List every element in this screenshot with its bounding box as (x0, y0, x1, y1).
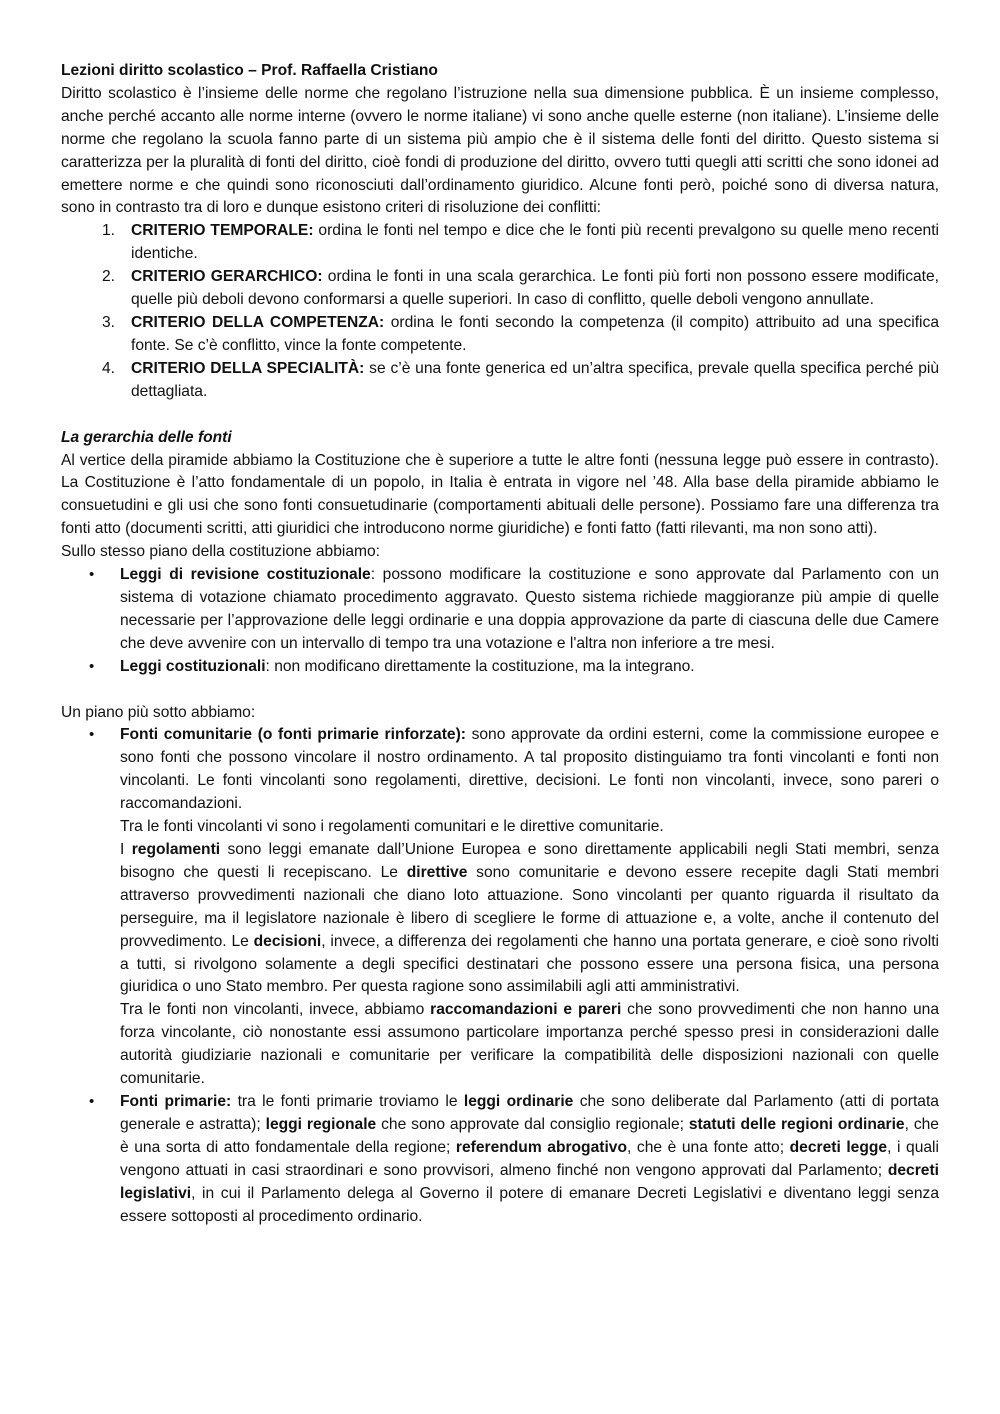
term-direttive: direttive (406, 863, 468, 881)
bullet-icon: • (89, 1092, 95, 1110)
term-leggi-ordinarie: leggi ordinarie (463, 1092, 574, 1110)
bullet-icon: • (89, 726, 95, 744)
vincolanti-paragraph: Tra le fonti vincolanti vi sono i regolamenti comunitari e le direttive comunitarie. (120, 818, 664, 836)
item-text: sono approvate da ordini esterni, come la commissione europee e sono fonti che possono vincolare il nostro ordinamento. A tal proposito distinguiamo tra fonti vincolanti e fonti non vincolanti. Le fonti vincolanti sono regolamenti, direttive, decisioni. Le fonti non vincolanti, invece, sono pareri o raccomandazioni. (120, 726, 939, 813)
text-run: , in cui il Parlamento delega al Governo il potere di emanare Decreti Legislativi e diventano leggi senza essere sottoposti al procedimento ordinario. (120, 1184, 939, 1225)
list-item-primarie (89, 1091, 939, 1228)
term-decreti-legge: decreti legge (789, 1138, 888, 1156)
criterion-text: se c’è una fonte generica ed un’altra specifica, prevale quella specifica perché più dettagliata. (131, 359, 940, 400)
intro-paragraph: Diritto scolastico è l’insieme delle norme che regolano l’istruzione nella sua dimensione pubblica. È un insieme complesso, anche perché accanto alle norme interne (ovvero le norme italiane) vi sono anche quelle esterne (non italiane). L’insieme delle norme che regolano la scuola fanno parte di un sistema più ampio che è il sistema delle fonti del diritto. Questo sistema si caratterizza per la pluralità di fonti del diritto, cioè fondi di produzione del diritto, ovvero tutti quegli atti scritti che sono idonei ad emettere norme e che quindi sono riconosciuti dall’ordinamento giuridico. Alcune fonti però, poiché sono di diversa natura, sono in contrasto tra di loro e dunque esistono criteri di risoluzione dei conflitti: (61, 84, 939, 217)
criterion-label: CRITERIO DELLA COMPETENZA: (131, 313, 385, 331)
criterion-label: CRITERIO TEMPORALE: (131, 222, 314, 240)
document-title: Lezioni diritto scolastico – Prof. Raffaella Cristiano (61, 62, 438, 79)
list-item (102, 312, 939, 358)
comunitarie-paragraph (120, 724, 939, 816)
text-run: , che è una sorta di atto fondamentale della regione; (120, 1115, 939, 1156)
regolamenti-paragraph (120, 839, 939, 999)
term-raccomandazioni-pareri: raccomandazioni e pareri (430, 1001, 622, 1019)
bullet-icon: • (89, 566, 95, 584)
list-item (102, 220, 939, 266)
term-statuti: statuti delle regioni ordinarie (688, 1115, 905, 1133)
text-run: tra le fonti primarie troviamo le (231, 1092, 464, 1110)
text-run: sono leggi emanate dall’Unione Europea e sono direttamente applicabili negli Stati membri, senza bisogno che questi li recepiscano. Le (120, 841, 939, 881)
criterion-label: CRITERIO GERARCHICO: (131, 268, 323, 286)
list-number: 1. (102, 222, 116, 240)
same-level-list (61, 564, 939, 679)
item-label: Fonti comunitarie (o fonti primarie rinforzate): (120, 726, 466, 744)
text-run: che sono provvedimenti che non hanno una forza vincolante, ciò nonostante essi assumono particolare importanza perché spesso presi in considerazioni dalle autorità giudiziarie nazionali e comunitarie per verificare la compatibilità delle disposizioni nazionali con quelle comunitarie. (120, 1001, 939, 1088)
item-label: Leggi di revisione costituzionale (120, 566, 371, 584)
same-level-intro: Sullo stesso piano della costituzione abbiamo: (61, 543, 381, 561)
text-run: , invece, a differenza dei regolamenti che hanno una portata generare, e cioè sono rivolti a tutti, si rivolgono solamente a degli specifici destinatari che possono essere una persona fisica, una persona giuridica o uno Stato membro. Per questa ragione sono assimilabili agli atti amministrativi. (120, 932, 940, 996)
section-title: La gerarchia delle fonti (61, 428, 232, 446)
criterion-text: ordina le fonti nel tempo e dice che le fonti più recenti prevalgono su quelle meno recenti identiche. (131, 222, 939, 263)
list-item (102, 266, 939, 312)
pyramid-paragraph: Al vertice della piramide abbiamo la Costituzione che è superiore a tutte le altre fonti (nessuna legge può essere in contrasto). La Costituzione è l’atto fondamentale di un popolo, in Italia è entrata in vigore nel ’48. Alla base della piramide abbiamo le consuetudini e gli usi che sono fonti consuetudinarie (comportamenti abituali delle persone). Possiamo fare una differenza tra fonti atto (documenti scritti, atti giuridici che introducono norme giuridiche) e fonti fatto (fatti rilevanti, ma non sono atti). (61, 451, 939, 538)
item-text: : non modificano direttamente la costituzione, ma la integrano. (265, 657, 695, 675)
text-run: sono comunitarie e devono essere recepite dagli Stati membri attraverso provvedimenti nazionali che diano loto attuazione. Sono vincolanti per quanto riguarda il risultato da perseguire, ma il legislatore nazionale è libero di scegliere le forme di attuazione e, a volte, anche il contenuto del provvedimento. Le (120, 863, 940, 950)
list-item (89, 564, 939, 656)
list-item (89, 656, 939, 679)
bullet-icon: • (89, 657, 95, 675)
criteria-list (61, 220, 939, 403)
term-decisioni: decisioni (253, 932, 322, 950)
non-vincolanti-paragraph (120, 999, 939, 1091)
item-label: Fonti primarie: (120, 1092, 232, 1110)
term-regolamenti: regolamenti (131, 841, 221, 858)
list-number: 2. (102, 268, 116, 286)
item-label: Leggi costituzionali (120, 657, 266, 675)
text-run: che sono approvate dal consiglio regionale; (376, 1115, 689, 1133)
item-text: : possono modificare la costituzione e sono approvate dal Parlamento con un sistema di votazione chiamato procedimento aggravato. Questo sistema richiede maggioranze più ampie di quelle necessarie per l’approvazione delle leggi ordinarie e una doppia approvazione da parte di ciascuna delle due Camere che deve avvenire con un intervallo di tempo tra una votazione e l'altra non inferiore a tre mesi. (120, 566, 939, 652)
primarie-paragraph (120, 1091, 939, 1228)
lower-level-list (61, 724, 939, 1228)
text-run: , che è una fonte atto; (626, 1138, 790, 1156)
criterion-text: ordina le fonti secondo la competenza (il compito) attribuito ad una specifica fonte. Se c’è conflitto, vince la fonte competente. (131, 313, 939, 354)
paragraph-spacer (61, 679, 939, 702)
text-run: I (120, 841, 132, 858)
text-run: , i quali vengono attuati in casi straordinari e sono provvisori, almeno finché non vengono approvati dal Parlamento; (120, 1138, 939, 1179)
lower-level-intro: Un piano più sotto abbiamo: (61, 703, 256, 721)
paragraph-spacer (61, 404, 939, 427)
term-decreti-legislativi: decreti legislativi (120, 1161, 939, 1202)
criterion-label: CRITERIO DELLA SPECIALITÀ: (131, 359, 365, 377)
term-leggi-regionale: leggi regionale (265, 1115, 377, 1133)
criterion-text: ordina le fonti in una scala gerarchica. Le fonti più forti non possono essere modificate, quelle più deboli devono conformarsi a quelle superiori. In caso di conflitto, quelle deboli vengono annullate. (131, 268, 939, 309)
list-number: 3. (102, 313, 116, 331)
list-number: 4. (102, 359, 116, 377)
term-referendum: referendum abrogativo (455, 1138, 627, 1156)
list-item-comunitarie (89, 724, 940, 1091)
list-item (102, 358, 940, 404)
text-run: che sono deliberate dal Parlamento (atti di portata generale e astratta); (120, 1092, 939, 1133)
text-run: Tra le fonti non vincolanti, invece, abbiamo (120, 1001, 431, 1019)
